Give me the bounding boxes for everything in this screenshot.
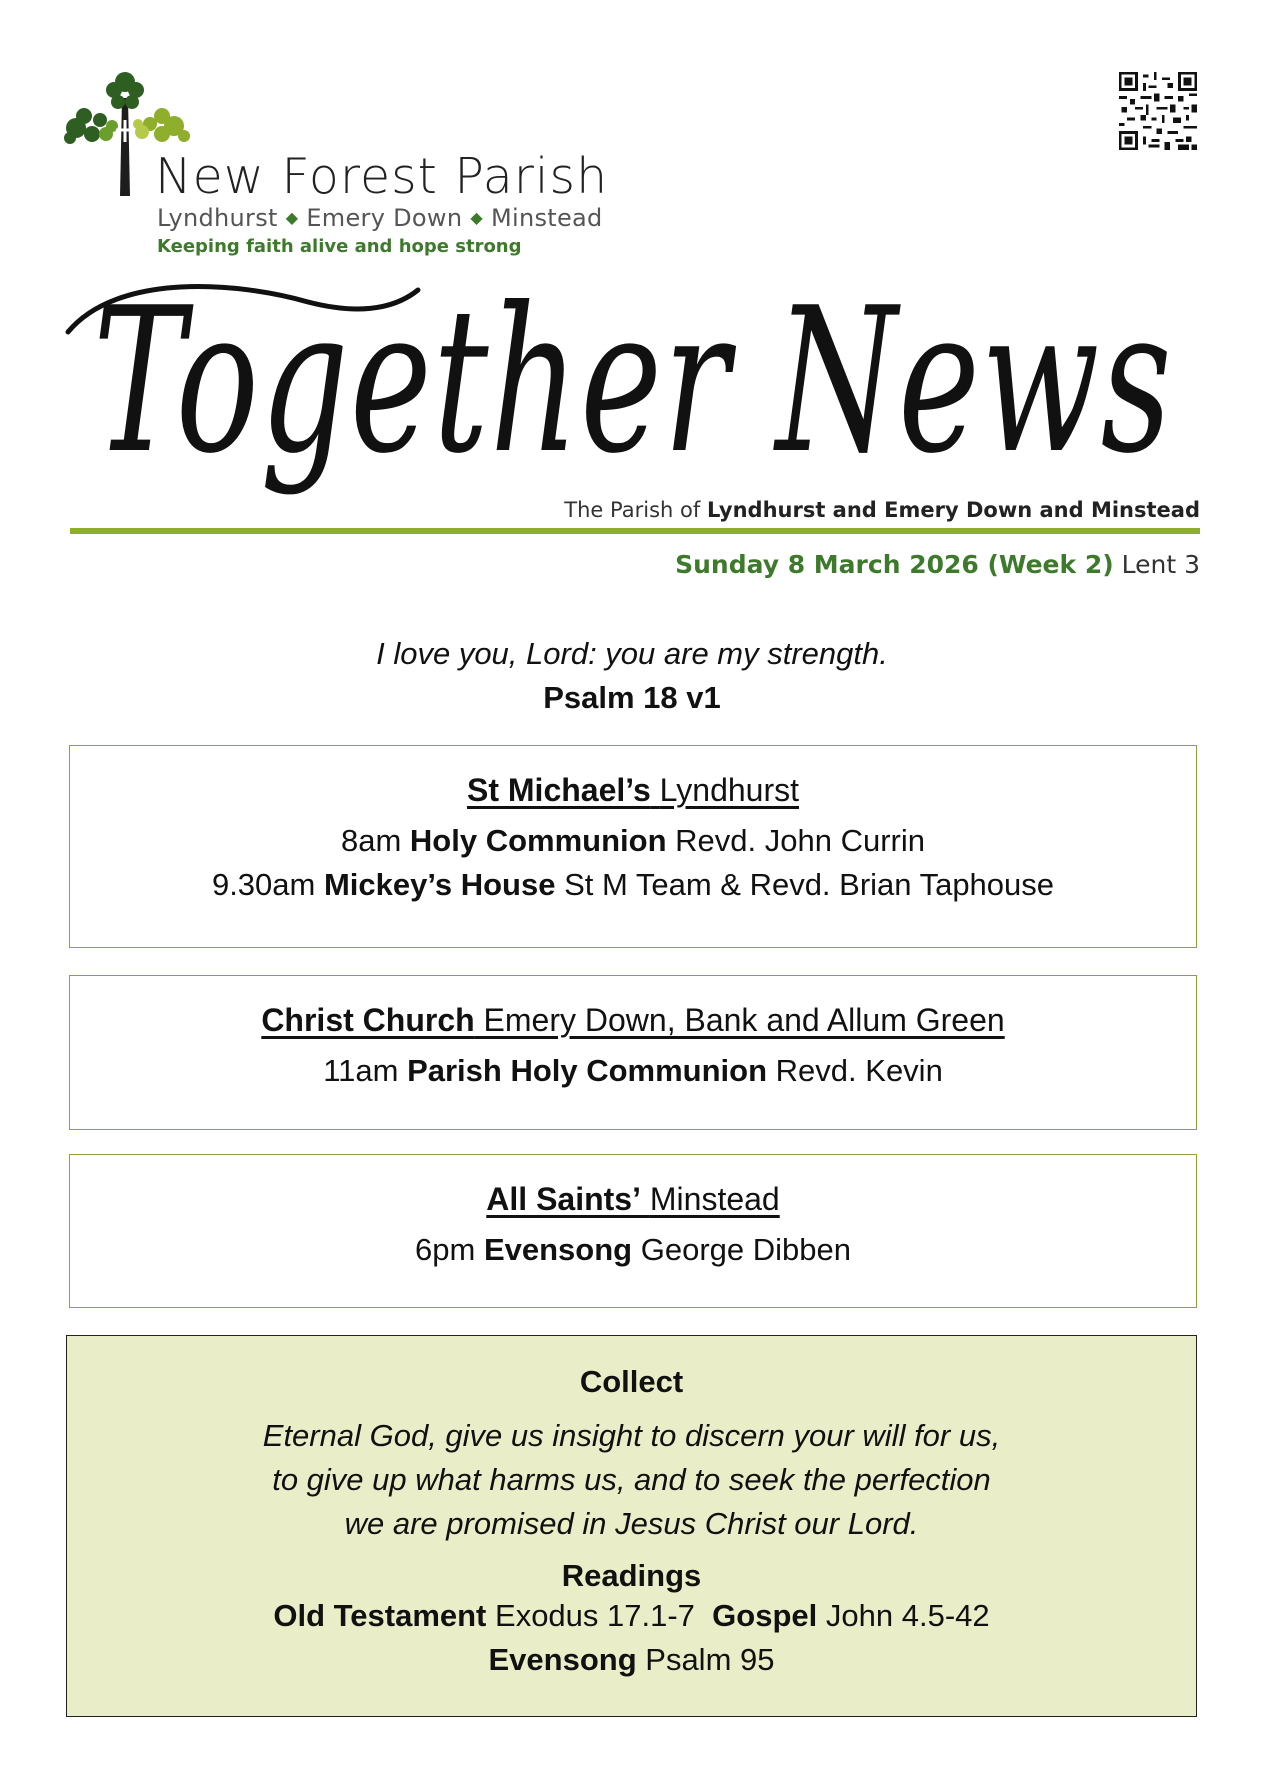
service-name: Evensong [483,1232,633,1267]
reading-ref: Psalm 95 [645,1642,775,1677]
reading-line [67,1638,1196,1682]
diamond-separator-icon: ◆ [285,208,299,227]
collect-title: Collect [579,1364,684,1399]
parish-tagline: Keeping faith alive and hope strong [157,236,522,257]
service-name: Parish Holy Communion [407,1053,768,1088]
place-emery-down: Emery Down [306,204,463,232]
verse-text: I love you, Lord: you are my strength. [376,636,888,671]
service-leader: Revd. John Currin [675,823,925,858]
service-box-all-saints [69,1154,1197,1308]
church-name: Christ Church [261,1002,475,1038]
title-text: Together News [93,265,1173,498]
reading-label: Old Testament [273,1598,487,1633]
church-place: Minstead [649,1181,780,1217]
diamond-separator-icon: ◆ [470,208,483,227]
service-time: 8am [340,823,402,858]
reading-label: Gospel [712,1598,818,1633]
service-heading [70,1002,1196,1039]
service-heading [70,772,1196,809]
qr-code-icon[interactable] [1119,72,1197,150]
reading-label: Evensong [488,1642,637,1677]
service-date: Sunday 8 March 2026 (Week 2) [675,550,1114,579]
service-leader: St M Team & Revd. Brian Taphouse [564,867,1055,902]
reading-line [67,1594,1196,1638]
parish-places [157,204,603,232]
service-heading [70,1181,1196,1218]
service-time: 9.30am [211,867,316,902]
church-place: Emery Down, Bank and Allum Green [483,1002,1005,1038]
place-lyndhurst: Lyndhurst [157,204,278,232]
service-time: 11am [323,1053,399,1088]
service-line [70,1053,1196,1089]
parish-name: New Forest Parish [155,148,609,205]
reading-ref: Exodus 17.1-7 [495,1598,695,1633]
service-line [70,1232,1196,1268]
service-line [70,867,1196,903]
service-line [70,823,1196,859]
service-box-st-michaels [69,745,1197,948]
collect-text [67,1414,1196,1546]
church-name: All Saints’ [486,1181,641,1217]
church-place: Lyndhurst [659,772,799,808]
service-time: 6pm [415,1232,476,1267]
service-leader: Revd. Kevin [775,1053,943,1088]
collect-line: to give up what harms us, and to seek the perfection [272,1462,991,1497]
subline-parishes: Lyndhurst and Emery Down and Minstead [706,498,1200,522]
collect-line: we are promised in Jesus Christ our Lord. [344,1506,919,1541]
subline-prefix: The Parish of [564,498,701,522]
liturgical-season: Lent 3 [1121,550,1200,579]
verse-reference: Psalm 18 v1 [543,680,721,715]
service-name: Holy Communion [409,823,667,858]
service-name: Mickey’s House [323,867,556,902]
service-leader: George Dibben [640,1232,851,1267]
readings-title: Readings [561,1558,702,1593]
collect-line: Eternal God, give us insight to discern your will for us, [262,1418,1001,1453]
parish-subline [564,498,1200,522]
place-minstead: Minstead [490,204,603,232]
date-line [675,550,1200,579]
service-box-christ-church [69,975,1197,1130]
reading-ref: John 4.5-42 [825,1598,990,1633]
collect-box [66,1335,1197,1717]
church-name: St Michael’s [467,772,651,808]
header-rule [70,528,1200,534]
